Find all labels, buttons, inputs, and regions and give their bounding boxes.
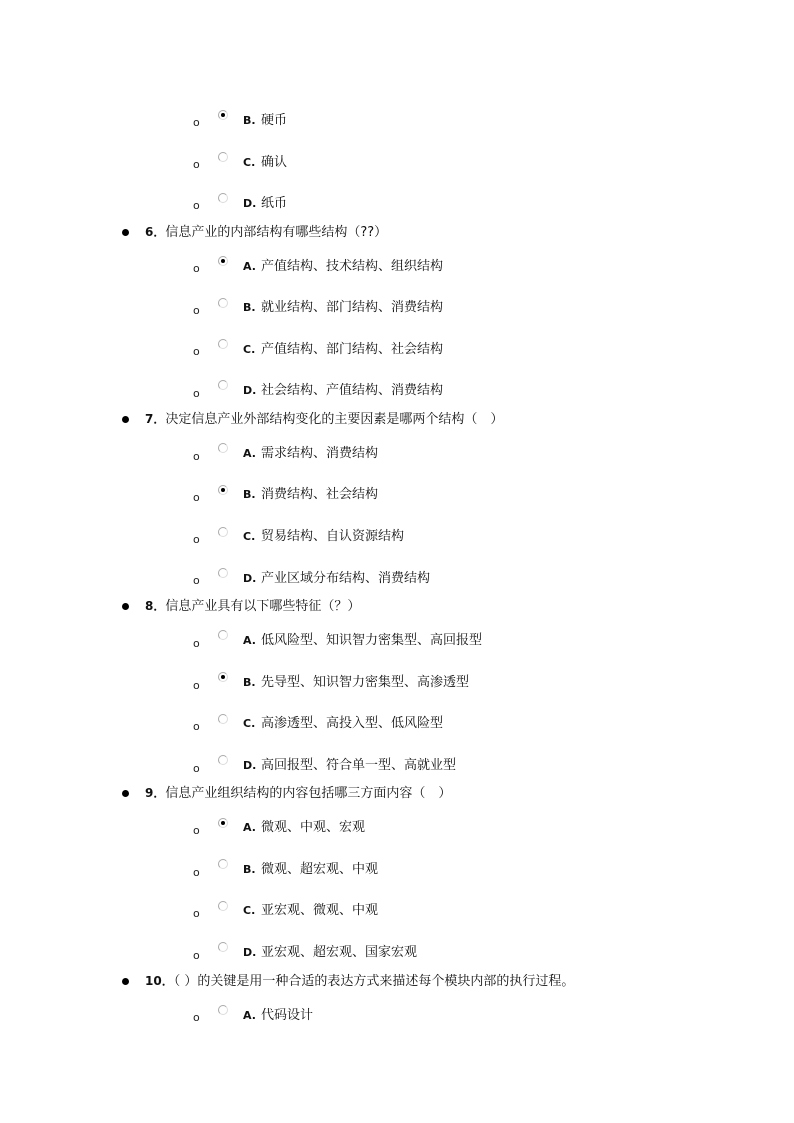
option-letter: B. — [243, 301, 256, 314]
question-text: 信息产业具有以下哪些特征（？） — [165, 599, 361, 614]
option-bullet: o — [193, 574, 200, 587]
radio-selected-dot — [221, 488, 225, 492]
option-bullet: o — [193, 720, 200, 733]
option-bullet: o — [193, 866, 200, 879]
option-text: 产业区域分布结构、消费结构 — [261, 571, 431, 586]
radio-button[interactable] — [218, 755, 228, 765]
option-text: 高渗透型、高投入型、低风险型 — [261, 716, 444, 731]
question-number: 7． — [145, 412, 166, 426]
option-letter: D. — [243, 759, 257, 772]
radio-button[interactable] — [218, 110, 228, 120]
option-letter: D. — [243, 572, 257, 585]
option-bullet: o — [193, 533, 200, 546]
option-text: 亚宏观、超宏观、国家宏观 — [261, 945, 418, 960]
option-letter: A. — [243, 634, 256, 647]
question-number: 9． — [145, 786, 166, 800]
radio-button[interactable] — [218, 193, 228, 203]
option-letter: D. — [243, 197, 257, 210]
option-bullet: o — [193, 949, 200, 962]
option-text: 微观、超宏观、中观 — [261, 862, 379, 877]
option-bullet: o — [193, 637, 200, 650]
question-title — [145, 411, 503, 428]
radio-button[interactable] — [218, 443, 228, 453]
option-bullet: o — [193, 158, 200, 171]
question-bullet — [122, 229, 129, 236]
question-text: 信息产业组织结构的内容包括哪三方面内容（ ） — [165, 786, 452, 801]
option-text: 硬币 — [261, 113, 288, 128]
radio-button[interactable] — [218, 859, 228, 869]
option-letter: A. — [243, 447, 256, 460]
option-letter: C. — [243, 343, 256, 356]
radio-button[interactable] — [218, 901, 228, 911]
option-bullet: o — [193, 304, 200, 317]
option-letter: A. — [243, 821, 256, 834]
option-text: 贸易结构、自认资源结构 — [261, 529, 405, 544]
radio-button[interactable] — [218, 298, 228, 308]
radio-button[interactable] — [218, 152, 228, 162]
question-bullet — [122, 603, 129, 610]
option-bullet: o — [193, 450, 200, 463]
question-text: 决定信息产业外部结构变化的主要因素是哪两个结构（ ） — [165, 412, 504, 427]
option-text: 代码设计 — [261, 1008, 314, 1023]
radio-button[interactable] — [218, 568, 228, 578]
radio-selected-dot — [221, 259, 225, 263]
option-letter: B. — [243, 863, 256, 876]
option-text: 低风险型、知识智力密集型、高回报型 — [261, 633, 483, 648]
option-text: 产值结构、技术结构、组织结构 — [261, 259, 444, 274]
question-title — [145, 224, 387, 241]
radio-button[interactable] — [218, 818, 228, 828]
option-letter: D. — [243, 946, 257, 959]
option-letter: A. — [243, 260, 256, 273]
radio-button[interactable] — [218, 380, 228, 390]
option-bullet: o — [193, 1011, 200, 1024]
option-letter: C. — [243, 904, 256, 917]
option-bullet: o — [193, 762, 200, 775]
question-number: 8． — [145, 599, 166, 613]
radio-selected-dot — [221, 821, 225, 825]
radio-button[interactable] — [218, 630, 228, 640]
option-bullet: o — [193, 679, 200, 692]
question-bullet — [122, 978, 129, 985]
question-bullet — [122, 416, 129, 423]
radio-button[interactable] — [218, 339, 228, 349]
radio-button[interactable] — [218, 256, 228, 266]
option-letter: A. — [243, 1009, 256, 1022]
option-bullet: o — [193, 345, 200, 358]
option-text: 纸币 — [261, 196, 288, 211]
option-bullet: o — [193, 907, 200, 920]
option-text: 先导型、知识智力密集型、高渗透型 — [261, 675, 470, 690]
question-number: 6． — [145, 225, 166, 239]
question-title — [145, 785, 451, 802]
option-bullet: o — [193, 199, 200, 212]
option-bullet: o — [193, 491, 200, 504]
option-bullet: o — [193, 824, 200, 837]
option-letter: C. — [243, 717, 256, 730]
radio-button[interactable] — [218, 527, 228, 537]
question-bullet — [122, 790, 129, 797]
radio-button[interactable] — [218, 714, 228, 724]
question-text: （ ）的关键是用一种合适的表达方式来描述每个模块内部的执行过程。 — [173, 974, 575, 989]
option-bullet: o — [193, 387, 200, 400]
radio-selected-dot — [221, 113, 225, 117]
option-letter: B. — [243, 114, 256, 127]
option-text: 就业结构、部门结构、消费结构 — [261, 300, 444, 315]
option-bullet: o — [193, 262, 200, 275]
option-text: 社会结构、产值结构、消费结构 — [261, 383, 444, 398]
option-text: 产值结构、部门结构、社会结构 — [261, 342, 444, 357]
option-text: 亚宏观、微观、中观 — [261, 903, 379, 918]
option-text: 确认 — [261, 155, 288, 170]
option-text: 微观、中观、宏观 — [261, 820, 366, 835]
option-text: 需求结构、消费结构 — [261, 446, 379, 461]
question-number: 10． — [145, 974, 174, 988]
radio-button[interactable] — [218, 672, 228, 682]
radio-selected-dot — [221, 675, 225, 679]
radio-button[interactable] — [218, 1005, 228, 1015]
radio-button[interactable] — [218, 485, 228, 495]
option-letter: B. — [243, 488, 256, 501]
option-text: 高回报型、符合单一型、高就业型 — [261, 758, 457, 773]
option-letter: B. — [243, 676, 256, 689]
question-title — [145, 973, 574, 990]
option-text: 消费结构、社会结构 — [261, 487, 379, 502]
radio-button[interactable] — [218, 942, 228, 952]
option-letter: C. — [243, 530, 256, 543]
question-text: 信息产业的内部结构有哪些结构（??） — [165, 225, 388, 240]
option-letter: D. — [243, 384, 257, 397]
question-title — [145, 598, 360, 615]
option-letter: C. — [243, 156, 256, 169]
option-bullet: o — [193, 116, 200, 129]
